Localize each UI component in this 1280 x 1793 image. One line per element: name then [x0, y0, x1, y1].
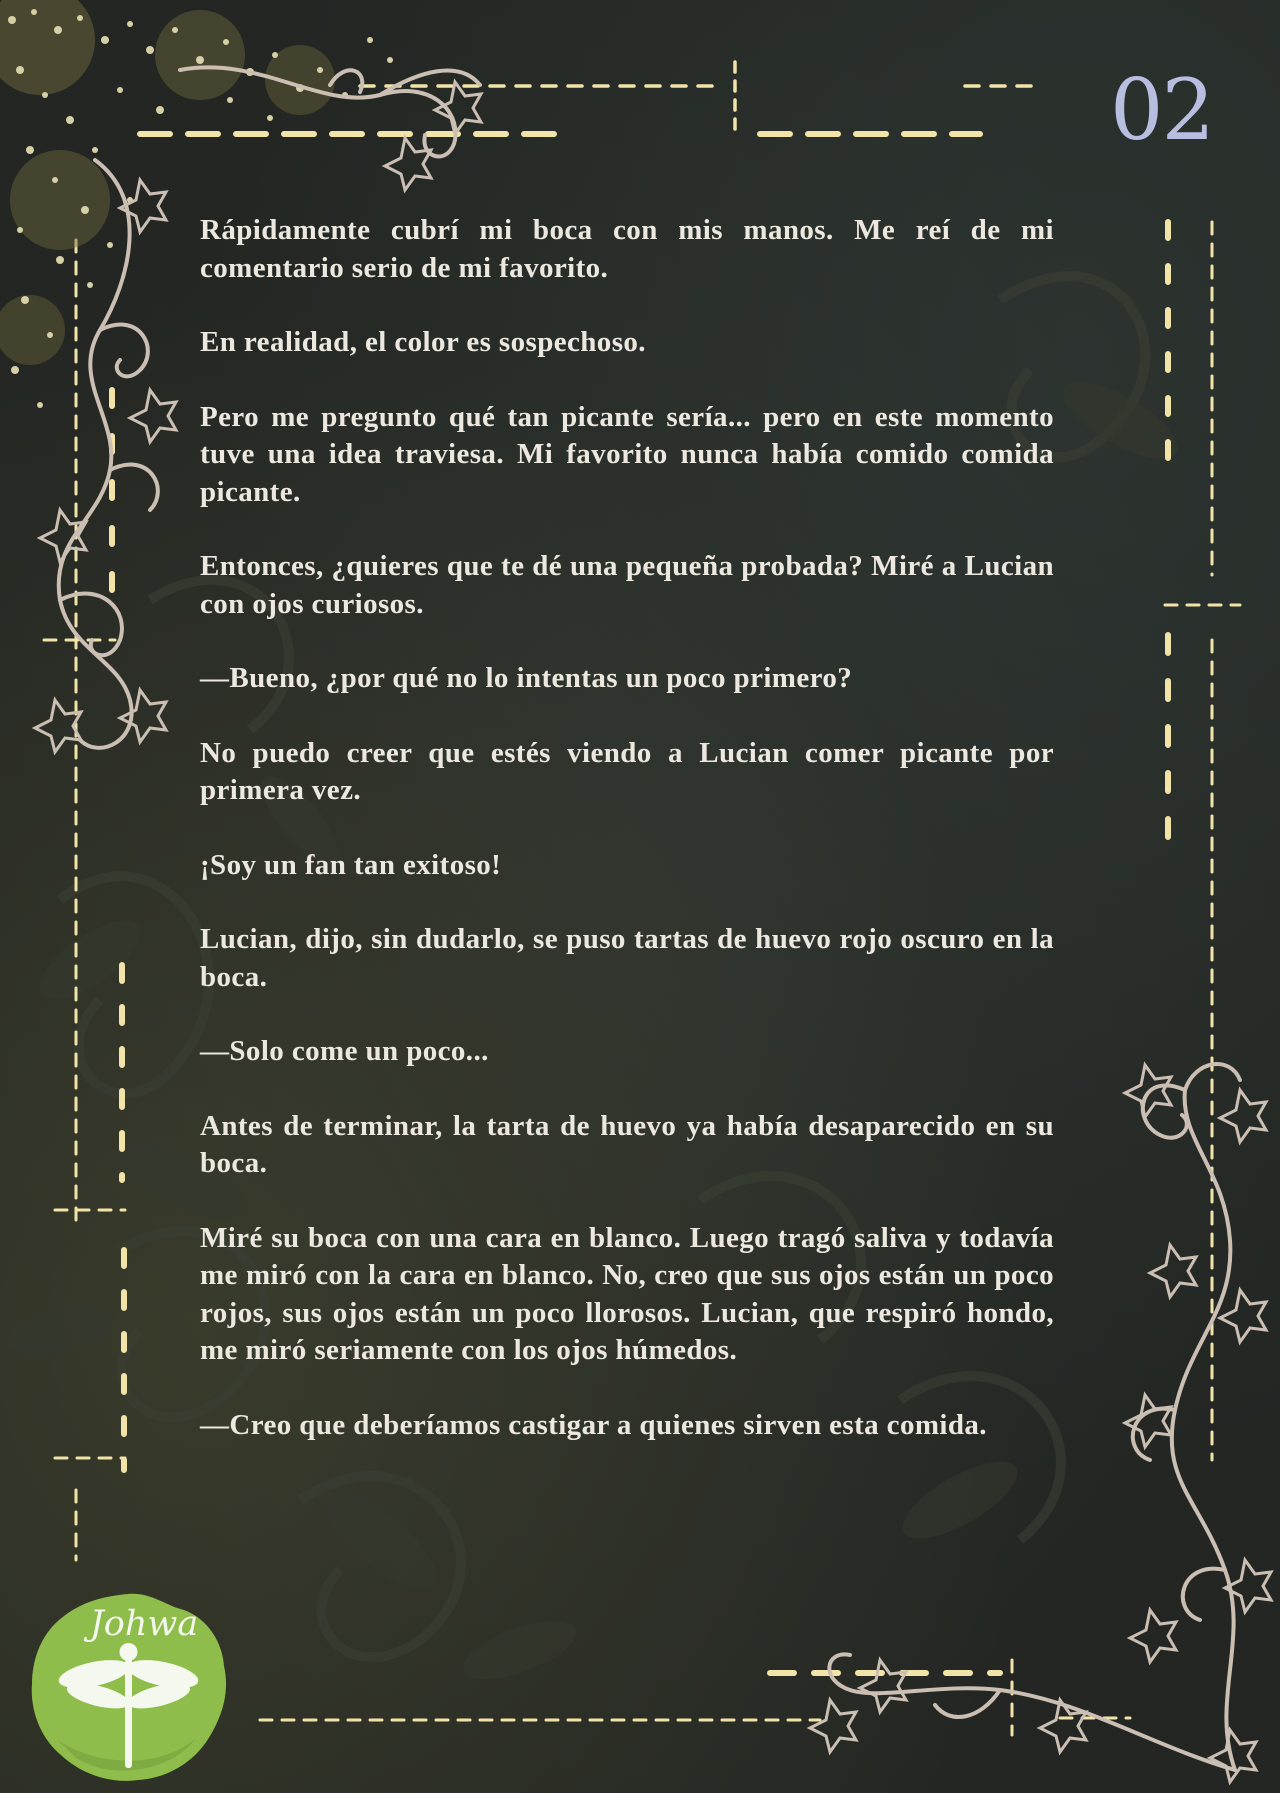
paragraph: —Solo come un poco... — [200, 1035, 489, 1067]
paragraph: Lucian, dijo, sin dudarlo, se puso tartas de huevo rojo oscuro en la boca. — [200, 923, 1054, 993]
logo-text: Johwa — [89, 1604, 199, 1644]
vine-left — [59, 160, 158, 748]
paragraph: —Creo que deberíamos castigar a quienes sirven esta comida. — [200, 1408, 987, 1441]
paragraph: Entonces, ¿quieres que te dé una pequeña probada? Miré a Lucian con ojos curiosos. — [200, 550, 1054, 620]
johwa-logo — [26, 1588, 231, 1784]
paragraph: En realidad, el color es sospechoso. — [200, 326, 646, 358]
paragraph: No puedo creer que estés viendo a Lucian comer picante por primera vez. — [200, 736, 1054, 806]
paragraph: —Bueno, ¿por qué no lo intentas un poco primero? — [200, 662, 853, 694]
paragraph: Pero me pregunto qué tan picante sería... pero en este momento tuve una idea traviesa. Mi favorito nunca había comido comida picante. — [200, 400, 1054, 508]
chapter-text — [200, 212, 1054, 1481]
paragraph: Antes de terminar, la tarta de huevo ya había desaparecido en su boca. — [200, 1109, 1054, 1179]
paragraph: ¡Soy un fan tan exitoso! — [200, 848, 502, 881]
paragraph: Miré su boca con una cara en blanco. Luego tragó saliva y todavía me miró con la cara en blanco. No, creo que sus ojos están un poco rojos, sus ojos están un poco llorosos. Lucian, que respiró hondo, me miró seriamente con los ojos húmedos. — [200, 1221, 1054, 1366]
paragraph: Rápidamente cubrí mi boca con mis manos. Me reí de mi comentario serio de mi favorito. — [200, 214, 1054, 284]
page-number: 02 — [1110, 61, 1213, 159]
